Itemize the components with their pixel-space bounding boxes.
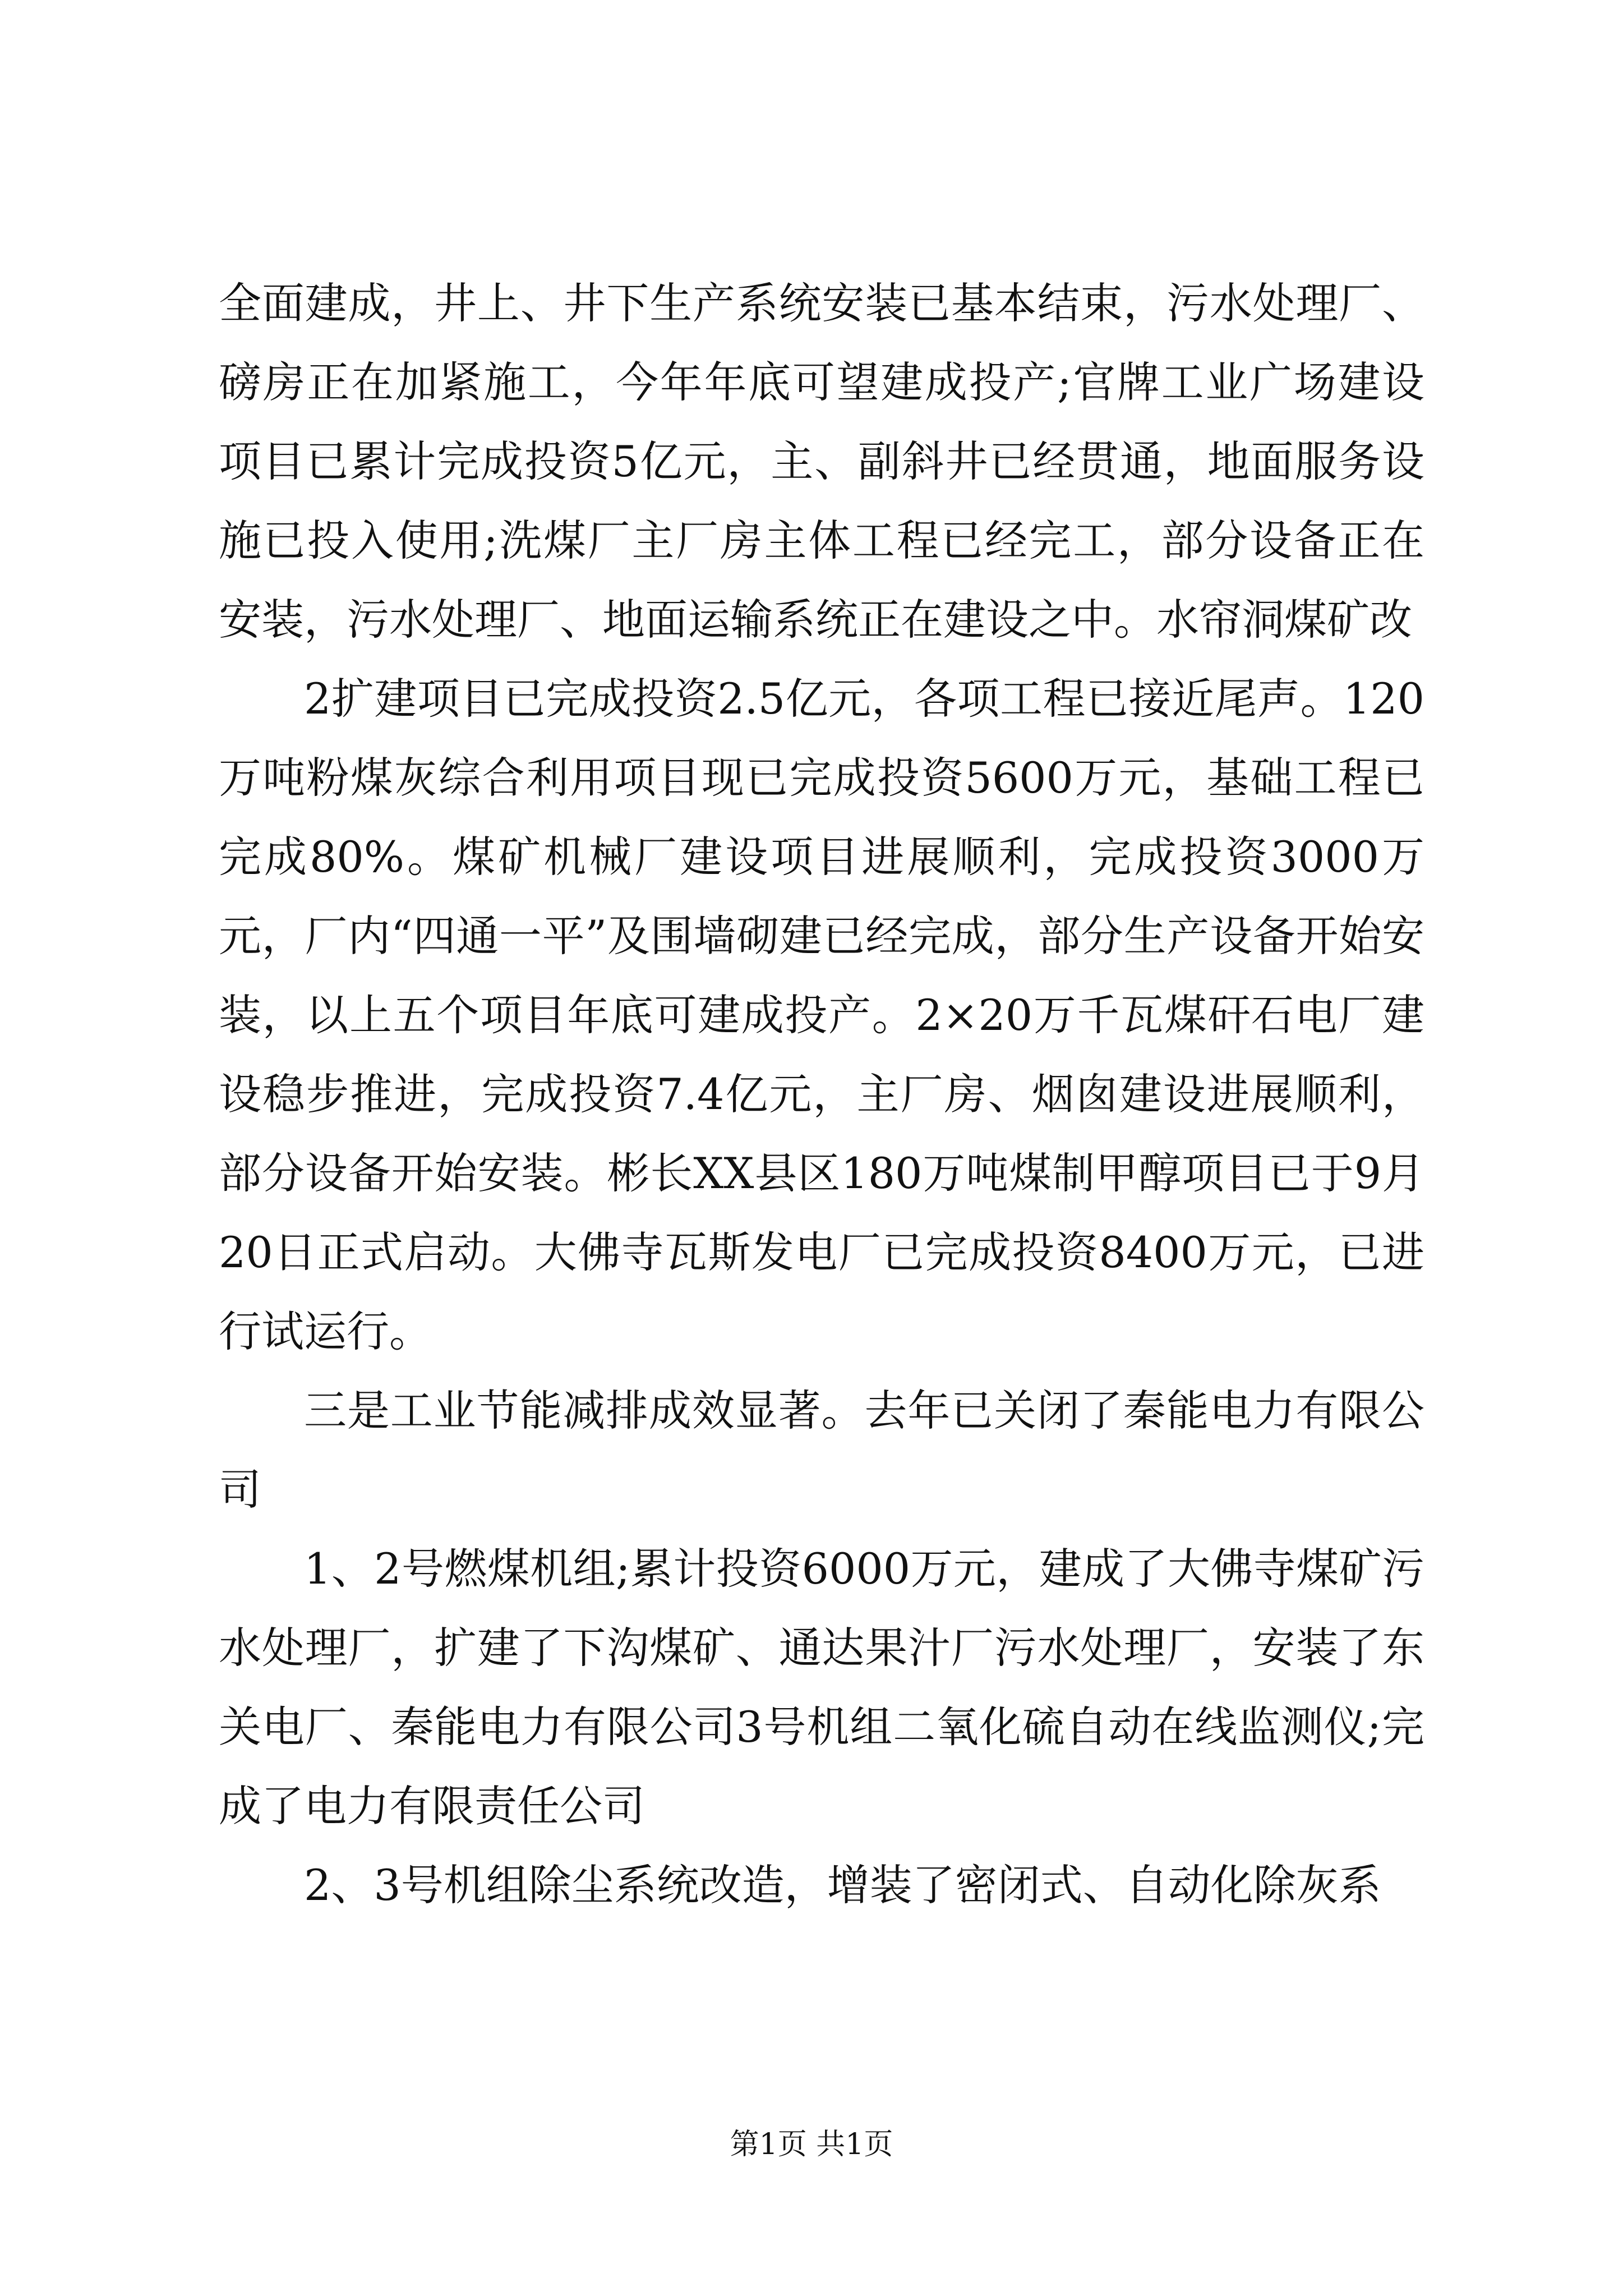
paragraph-4: 1、2号燃煤机组;累计投资6000万元，建成了大佛寺煤矿污水处理厂，扩建了下沟煤矿、通达果汁厂污水处理厂，安装了东关电厂、秦能电力有限公司3号机组二氧化硫自动在线监测仪;完成了电力有限责任公司 [219,1544,1424,1831]
paragraph-2: 2扩建项目已完成投资2.5亿元，各项工程已接近尾声。120万吨粉煤灰综合利用项目现已完成投资5600万元，基础工程已完成80%。煤矿机械厂建设项目进展顺利，完成投资3000万元，厂内“四通一平”及围墙砌建已经完成，部分生产设备开始安装，以上五个项目年底可建成投产。2×20万千瓦煤矸石电厂建设稳步推进，完成投资7.4亿元，主厂房、烟囱建设进展顺利，部分设备开始安装。彬长XX县区180万吨煤制甲醇项目已于9月20日正式启动。大佛寺瓦斯发电厂已完成投资8400万元，已进行试运行。 [219,674,1424,1356]
document-body [219,264,1424,1925]
paragraph-1: 全面建成，井上、井下生产系统安装已基本结束，污水处理厂、磅房正在加紧施工，今年年底可望建成投产;官牌工业广场建设项目已累计完成投资5亿元，主、副斜井已经贯通，地面服务设施已投入使用;洗煤厂主厂房主体工程已经完工，部分设备正在安装，污水处理厂、地面运输系统正在建设之中。水帘洞煤矿改 [219,278,1424,645]
page-footer: 第1页 共1页 [730,2128,893,2161]
paragraph-3: 三是工业节能减排成效显著。去年已关闭了秦能电力有限公司 [219,1386,1424,1515]
paragraph-5: 2、3号机组除尘系统改造，增装了密闭式、自动化除灰系 [304,1860,1381,1910]
